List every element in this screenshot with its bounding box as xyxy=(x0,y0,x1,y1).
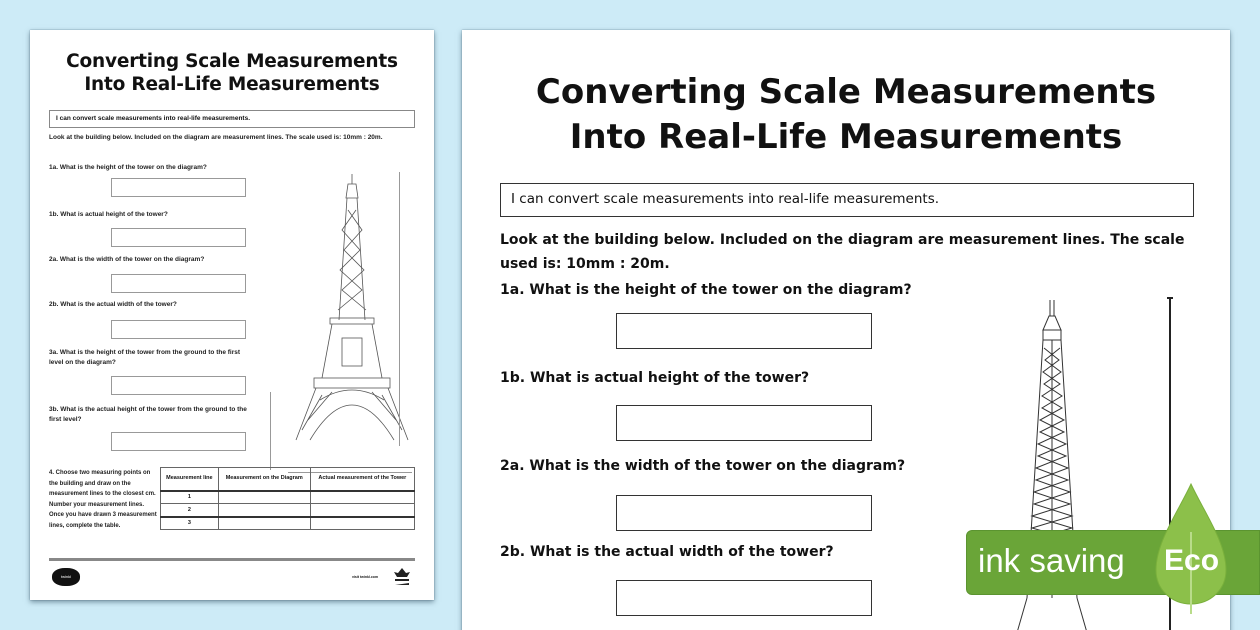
answer-box-1b[interactable] xyxy=(616,405,872,441)
title-line-2: Into Real-Life Measurements xyxy=(569,117,1123,157)
question-4: 4. Choose two measuring points on the building and draw on the measurement lines to the closest cm. Number your measurement lines. Once you have drawn 3 measurement lines, complete the table. xyxy=(49,470,157,529)
ink-saving-eco-badge xyxy=(966,480,1260,630)
question-2a: 2a. What is the width of the tower on the diagram? xyxy=(500,458,906,474)
intro-text: Look at the building below. Included on the diagram are measurement lines. The scale used is: 10mm : 20m. xyxy=(49,134,383,141)
answer-box-3b[interactable] xyxy=(111,432,246,451)
table-header: Measurement on the Diagram xyxy=(218,468,310,491)
answer-box-2b[interactable] xyxy=(111,320,246,339)
question-3a: 3a. What is the height of the tower from the ground to the first level on the diagram? xyxy=(49,349,241,366)
table-cell: 2 xyxy=(161,504,219,517)
footer-text: visit twinkl.com xyxy=(352,575,379,579)
title-line-1: Converting Scale Measurements xyxy=(535,72,1157,112)
table-cell-input[interactable] xyxy=(310,517,414,530)
answer-box-1a[interactable] xyxy=(616,313,872,349)
question-1b: 1b. What is actual height of the tower? xyxy=(49,211,168,218)
intro-text: Look at the building below. Included on the diagram are measurement lines. The scale used is: 10mm : 20m. xyxy=(500,232,1185,272)
eco-tag: Eco xyxy=(1164,544,1220,577)
answer-box-1a[interactable] xyxy=(111,178,246,197)
table-row xyxy=(161,517,415,530)
learning-objective-box: I can convert scale measurements into real-life measurements. xyxy=(49,110,415,128)
answer-box-2a[interactable] xyxy=(616,495,872,531)
question-1a: 1a. What is the height of the tower on the diagram? xyxy=(49,164,207,171)
table-header: Measurement line xyxy=(161,468,219,491)
answer-box-2a[interactable] xyxy=(111,274,246,293)
question-2b: 2b. What is the actual width of the tower? xyxy=(500,544,834,560)
answer-box-3a[interactable] xyxy=(111,376,246,395)
question-3b: 3b. What is the actual height of the tower from the ground to the first level? xyxy=(49,406,247,423)
table-header: Actual measurement of the Tower xyxy=(310,468,414,491)
table-cell-input[interactable] xyxy=(310,491,414,504)
question-1b: 1b. What is actual height of the tower? xyxy=(500,370,810,386)
table-header-row xyxy=(161,468,415,491)
planet-logo-icon xyxy=(392,566,412,588)
table-row xyxy=(161,504,415,517)
answer-box-1b[interactable] xyxy=(111,228,246,247)
worksheet-title xyxy=(30,50,434,96)
table-cell: 1 xyxy=(161,491,219,504)
table-cell-input[interactable] xyxy=(218,491,310,504)
measurement-line-first-level xyxy=(270,392,271,470)
worksheet-preview-small[interactable] xyxy=(30,30,434,600)
title-line-1: Converting Scale Measurements xyxy=(66,51,398,72)
brand-logo xyxy=(52,568,80,586)
worksheet-title xyxy=(462,70,1230,160)
question-2b: 2b. What is the actual width of the tower? xyxy=(49,301,177,308)
table-cell-input[interactable] xyxy=(218,504,310,517)
footer-divider xyxy=(49,558,415,561)
answer-box-2b[interactable] xyxy=(616,580,872,616)
table-cell-input[interactable] xyxy=(310,504,414,517)
measurement-line-height xyxy=(399,172,400,446)
measurement-table xyxy=(160,467,415,530)
brand-logo-text: twinkl xyxy=(60,574,71,579)
table-cell: 3 xyxy=(161,517,219,530)
table-cell-input[interactable] xyxy=(218,517,310,530)
question-2a: 2a. What is the width of the tower on the diagram? xyxy=(49,256,205,263)
eco-badge-label: ink saving xyxy=(978,542,1125,579)
table-row xyxy=(161,491,415,504)
question-1a: 1a. What is the height of the tower on the diagram? xyxy=(500,282,912,298)
learning-objective-box: I can convert scale measurements into real-life measurements. xyxy=(500,183,1194,217)
title-line-2: Into Real-Life Measurements xyxy=(84,74,380,95)
eiffel-tower-illustration xyxy=(292,170,412,450)
